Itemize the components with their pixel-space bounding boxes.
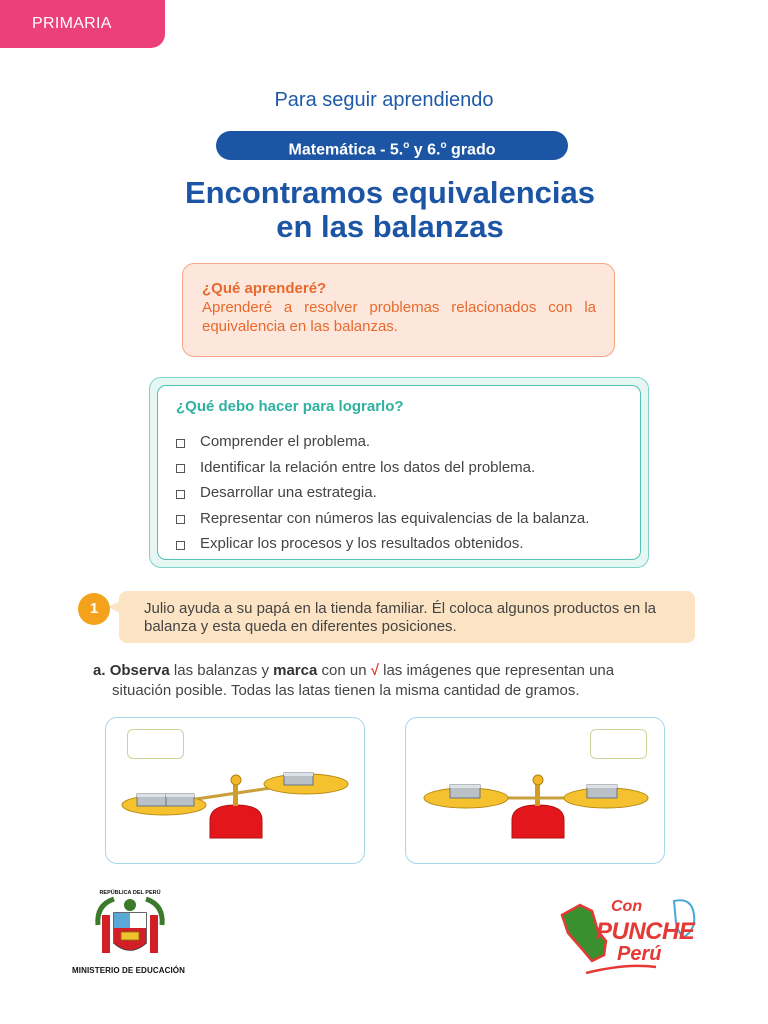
subject-text-2: y 6. [409, 141, 441, 159]
activity-number-badge: 1 [78, 593, 110, 625]
step-label: Desarrollar una estrategia. [200, 484, 377, 502]
steps-box [149, 377, 649, 568]
instruction-letter: a. [93, 662, 106, 679]
steps-title: ¿Qué debo hacer para lograrlo? [176, 398, 404, 415]
steps-inner-box [157, 385, 641, 560]
instruction-line-2: situación posible. Todas las latas tienen la misma cantidad de gramos. [112, 682, 580, 699]
activity-prompt: Julio ayuda a su papá en la tienda familiar. Él coloca algunos productos en la balanza y esta queda en diferentes posiciones. [119, 591, 695, 643]
page-subtitle: Para seguir aprendiendo [274, 89, 494, 111]
subject-text-1: Matemática - 5. [288, 141, 404, 159]
check-mark-icon: √ [370, 662, 379, 679]
step-item [176, 531, 640, 557]
checkbox-icon[interactable] [176, 464, 185, 473]
subject-text-3: grado [446, 141, 496, 159]
instruction-verb-observe: Observa [109, 662, 170, 679]
page-title [0, 176, 768, 244]
instruction-part-3: las imágenes que representan una [378, 662, 615, 679]
checkbox-icon[interactable] [176, 439, 185, 448]
instruction-part-1: las balanzas y [169, 662, 274, 679]
step-label: Explicar los procesos y los resultados obtenidos. [200, 535, 524, 553]
subject-ordinal-1: o [403, 140, 410, 151]
learning-goal-box [182, 263, 615, 357]
learning-goal-question: ¿Qué aprenderé? [202, 280, 327, 297]
instruction-text [93, 661, 685, 701]
steps-list [176, 429, 640, 557]
scale-card-2 [405, 717, 665, 864]
title-line-1: Encontramos equivalencias [184, 175, 596, 210]
logo-word-peru: Perú [617, 943, 662, 965]
step-item [176, 506, 640, 532]
instruction-verb-mark: marca [273, 662, 318, 679]
grade-level-tag: PRIMARIA [0, 0, 165, 48]
scale-card-1 [105, 717, 365, 864]
step-label: Comprender el problema. [200, 433, 371, 451]
step-label: Representar con números las equivalencias de la balanza. [200, 509, 590, 527]
step-item [176, 455, 640, 481]
logo-word-con: Con [611, 898, 643, 915]
step-item [176, 429, 640, 455]
checkbox-icon[interactable] [176, 515, 185, 524]
balance-scale-illustration [406, 718, 666, 865]
learning-goal-answer: Aprenderé a resolver problemas relacionados con la equivalencia en las balanzas. [202, 299, 596, 335]
step-item [176, 480, 640, 506]
instruction-part-2: con un [317, 662, 371, 679]
balance-scale-illustration [106, 718, 366, 865]
checkbox-icon[interactable] [176, 490, 185, 499]
ministry-seal-text: REPÚBLICA DEL PERÚ [99, 890, 161, 896]
ministry-name: MINISTERIO DE EDUCACIÓN [72, 966, 185, 975]
title-line-2: en las balanzas [276, 209, 504, 244]
step-label: Identificar la relación entre los datos del problema. [200, 458, 536, 476]
subject-pill [216, 131, 568, 160]
logo-word-punche: PUNCHE [596, 918, 695, 945]
subject-ordinal-2: o [440, 140, 447, 151]
checkbox-icon[interactable] [176, 541, 185, 550]
